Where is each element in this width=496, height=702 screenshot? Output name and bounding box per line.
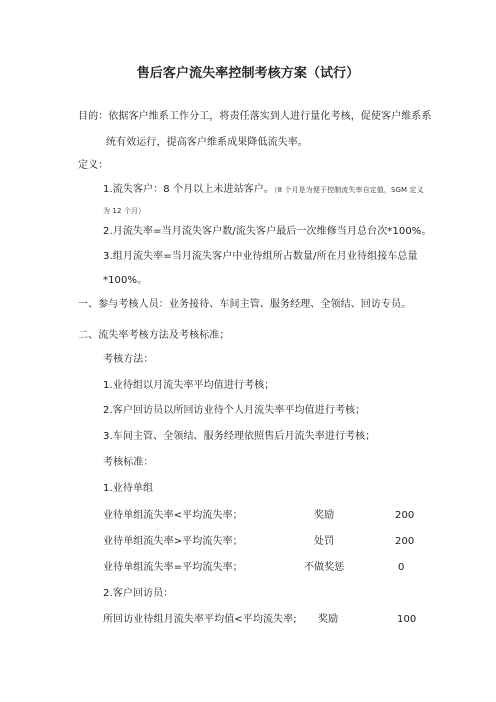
definition-item-1-note-cont: 为 12 个月） [103,207,146,215]
definition-item-3-line-2: *100%。 [103,275,148,286]
standard-row-3-amount: 0 [398,562,405,573]
method-heading: 考核方法： [103,354,154,365]
standard-row-2-amount: 200 [395,536,415,547]
method-item-3: 3.车间主管、全领结、服务经理依照售后月流失率进行考核； [103,431,376,442]
standard-row-3-action: 不做奖惩 [304,562,345,573]
standard-row-1-condition: 业待单组流失率<平均流失率； [103,510,243,521]
definition-item-1-main: 1.流失客户：8 个月以上未进站客户。 [103,184,274,195]
standard-row-1-amount: 200 [395,510,415,521]
standard-row-2-action: 处罚 [314,536,335,547]
purpose-line-2: 统有效运行，提高客户维系成果降低流失率。 [106,137,308,148]
standard-row-3-condition: 业待单组流失率=平均流失率； [103,562,243,573]
standard-row-4-amount: 100 [397,614,417,625]
definition-item-3-line-1: 3.组月流失率=当月流失客户中业待组所占数量/所在月业待组接车总量 [103,251,418,262]
standard-row-4-action: 奖励 [318,614,339,625]
definition-item-1-note: （8 个月是为便于控制流失率自定值，SGM 定义 [273,186,424,194]
standard-row-4-condition: 所回访业待组月流失率平均值<平均流失率; [103,614,297,625]
standard-group-2-title: 2.客户回访员： [103,588,174,599]
standard-row-2-condition: 业待单组流失率>平均流失率； [103,536,243,547]
section-2-heading: 二、流失率考核方法及考核标准； [78,330,230,341]
standard-row-1-action: 奖励 [314,510,335,521]
method-item-1: 1.业待组以月流失率平均值进行考核； [103,380,275,391]
method-item-2: 2.客户回访员以所回访业待个人月流失率平均值进行考核； [103,405,366,416]
document-title: 售后客户流失率控制考核方案（试行） [136,66,360,81]
definition-item-1 [103,183,424,196]
standard-group-1-title: 1.业待单组 [103,483,154,494]
purpose-line-1: 目的：依据客户维系工作分工，将责任落实到人进行量化考核，促使客户维系系 [78,111,432,122]
standard-heading: 考核标准： [103,457,154,468]
definition-item-2: 2.月流失率=当月流失客户数/流失客户最后一次维修当月总台次*100%。 [103,226,432,237]
definitions-heading: 定义： [78,160,109,171]
section-1-heading: 一、参与考核人员：业务接待、车间主管、服务经理、全领结、回访专员。 [78,299,412,310]
